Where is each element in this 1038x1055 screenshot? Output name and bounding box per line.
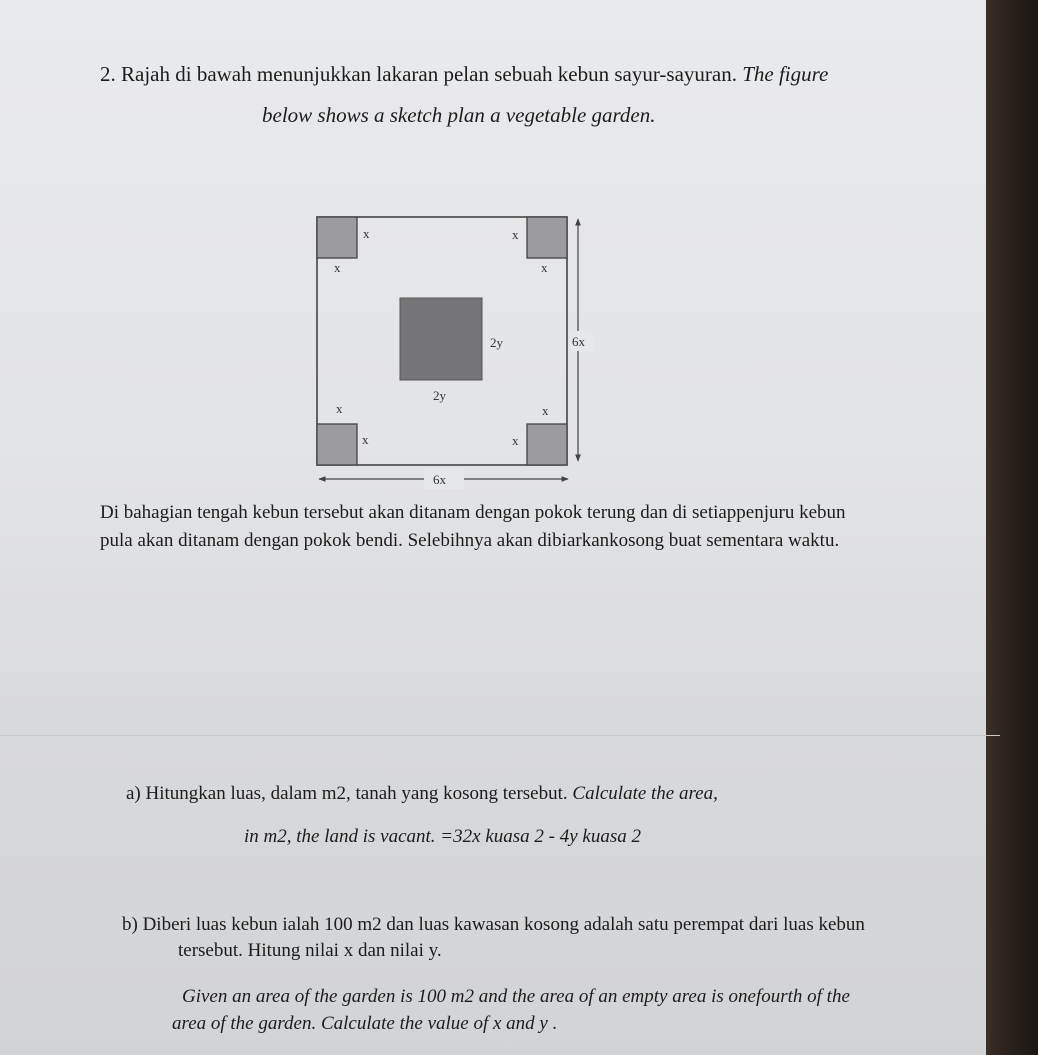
label-2y-bottom: 2y xyxy=(433,388,446,403)
description-line-1: Di bahagian tengah kebun tersebut akan ditanam dengan pokok terung dan di setiappenjuru kebun xyxy=(100,502,846,523)
label-x-bottom-left-side: x xyxy=(362,432,369,447)
paper-fold-line xyxy=(0,735,1000,736)
label-x-bottom-left-top: x xyxy=(336,401,343,416)
label-2y-side: 2y xyxy=(490,335,503,350)
question-line-1 xyxy=(100,62,828,87)
dark-background-edge xyxy=(986,0,1038,1055)
part-a-english-text: Calculate the area, xyxy=(572,783,718,804)
label-6x-horizontal: 6x xyxy=(433,472,446,487)
part-a-malay-text: a) Hitungkan luas, dalam m2, tanah yang kosong tersebut. xyxy=(126,783,568,804)
label-x-top-left-side: x xyxy=(363,226,370,241)
part-b-line-2: tersebut. Hitung nilai x dan nilai y. xyxy=(178,940,442,961)
question-malay-text: 2. Rajah di bawah menunjukkan lakaran pelan sebuah kebun sayur-sayuran. xyxy=(100,62,737,86)
corner-plot-bottom-left xyxy=(317,424,357,465)
corner-plot-top-left xyxy=(317,217,357,258)
part-b-line-1: b) Diberi luas kebun ialah 100 m2 dan luas kawasan kosong adalah satu perempat dari luas kebun xyxy=(122,914,865,935)
part-a-line-1 xyxy=(126,783,718,805)
part-a-line-2: in m2, the land is vacant. =32x kuasa 2 - 4y kuasa 2 xyxy=(244,826,641,847)
part-b-line-4: area of the garden. Calculate the value of x and y . xyxy=(172,1013,558,1034)
label-x-top-left-bottom: x xyxy=(334,260,341,275)
garden-plan-figure xyxy=(300,205,610,495)
label-x-top-right-bottom: x xyxy=(541,260,548,275)
center-plot xyxy=(400,298,482,380)
label-6x-vertical: 6x xyxy=(572,334,585,349)
question-line-2: below shows a sketch plan a vegetable garden. xyxy=(262,103,656,127)
label-x-top-right-side: x xyxy=(512,227,519,242)
corner-plot-top-right xyxy=(527,217,567,258)
question-english-text: The figure xyxy=(742,62,829,86)
label-x-bottom-right-side: x xyxy=(512,433,519,448)
description-line-2: pula akan ditanam dengan pokok bendi. Selebihnya akan dibiarkankosong buat sementara waktu. xyxy=(100,530,840,551)
label-x-bottom-right-top: x xyxy=(542,403,549,418)
part-b-line-3: Given an area of the garden is 100 m2 and the area of an empty area is onefourth of the xyxy=(182,986,850,1007)
corner-plot-bottom-right xyxy=(527,424,567,465)
